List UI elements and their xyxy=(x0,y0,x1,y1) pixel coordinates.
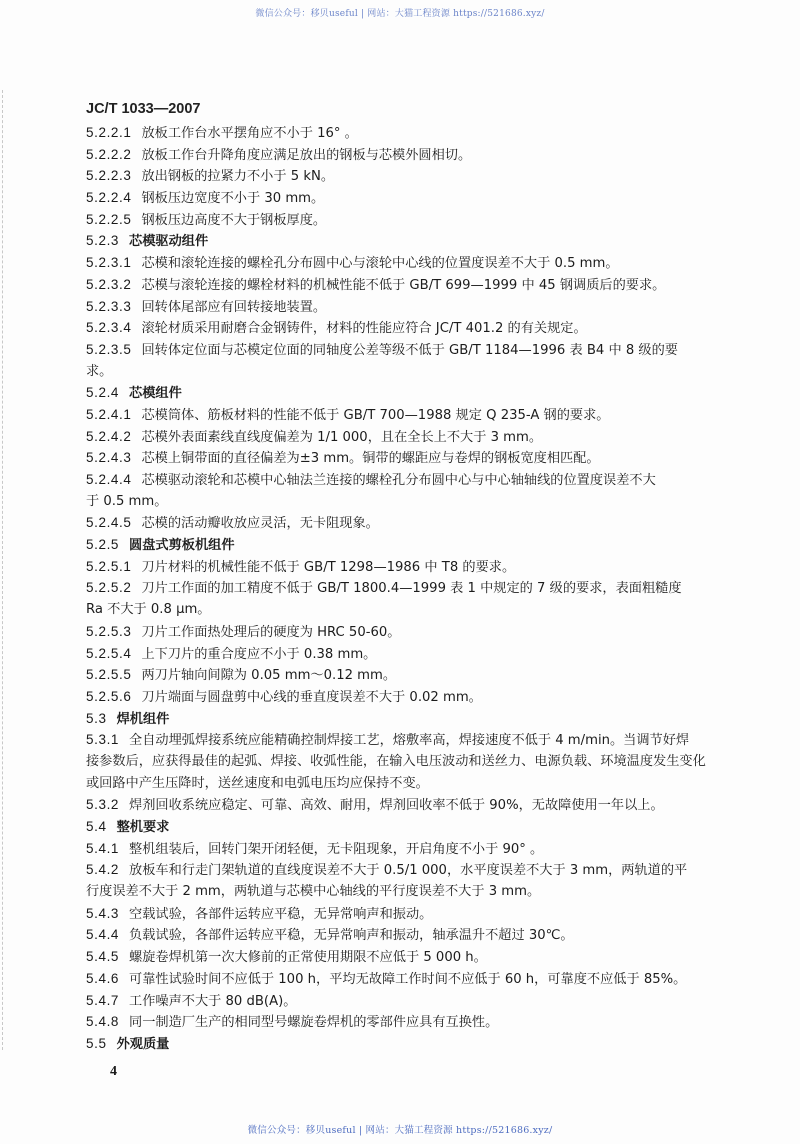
clause-item xyxy=(86,469,726,491)
watermark-top: 微信公众号：移贝useful | 网站：大猫工程资源 https://521686.xyz/ xyxy=(255,9,545,19)
clause-item xyxy=(86,252,726,274)
clause-number: 5.2.5.1 xyxy=(86,558,132,574)
clause-text: 工作噪声不大于 80 dB(A)。 xyxy=(129,993,297,1009)
clause-number: 5.2.2.3 xyxy=(86,168,132,184)
standard-code-header: JC/T 1033—2007 xyxy=(86,101,201,117)
clause-text: 全自动埋弧焊接系统应能精确控制焊接工艺，熔敷率高，焊接速度不低于 4 m/min。当调节好焊 xyxy=(129,733,690,749)
clause-text: 钢板压边高度不大于钢板厚度。 xyxy=(141,212,327,228)
clause-number: 5.3.1 xyxy=(86,732,120,748)
clause-item xyxy=(86,447,726,469)
clause-text: 钢板压边宽度不小于 30 mm。 xyxy=(141,191,325,207)
clause-number: 5.4.1 xyxy=(86,840,120,856)
clause-text: 芯模的活动瓣收放应灵活，无卡阻现象。 xyxy=(141,516,379,532)
clause-text: 放出钢板的拉紧力不小于 5 kN。 xyxy=(141,169,335,185)
clause-text: 外观质量 xyxy=(116,1036,170,1052)
clause-text: 芯模外表面素线直线度偏差为 1/1 000，且在全长上不大于 3 mm。 xyxy=(141,429,543,445)
clause-text: 回转体尾部应有回转接地装置。 xyxy=(141,299,327,315)
clause-number: 5.2.3.5 xyxy=(86,341,132,357)
clause-text: 于 0.5 mm。 xyxy=(86,493,168,509)
clause-number: 5.2.4.5 xyxy=(86,515,132,531)
clause-text: 芯模筒体、筋板材料的性能不低于 GB/T 700—1988 规定 Q 235-A 钢的要求。 xyxy=(141,407,610,423)
clause-number: 5.2.5 xyxy=(86,537,120,553)
clause-text: Ra 不大于 0.8 μm。 xyxy=(86,602,211,618)
clause-text: 放板工作台升降角度应满足放出的钢板与芯模外圆相切。 xyxy=(141,147,472,163)
section-heading xyxy=(86,382,726,404)
clause-text: 螺旋卷焊机第一次大修前的正常使用期限不应低于 5 000 h。 xyxy=(129,950,487,966)
clause-number: 5.2.3.4 xyxy=(86,320,132,336)
clause-number: 5.4.3 xyxy=(86,905,120,921)
clause-item xyxy=(86,577,726,599)
clause-text: 芯模上铜带面的直径偏差为±3 mm。铜带的螺距应与卷焊的钢板宽度相匹配。 xyxy=(141,451,600,467)
clause-number: 5.2.2.1 xyxy=(86,125,132,140)
clause-item xyxy=(86,209,726,231)
clause-item xyxy=(86,729,726,751)
clause-text: 整机组装后，回转门架开闭轻便，无卡阻现象，开启角度不小于 90° 。 xyxy=(129,841,544,857)
section-heading xyxy=(86,230,726,252)
clause-item xyxy=(86,664,726,686)
clause-text: 滚轮材质采用耐磨合金钢铸件，材料的性能应符合 JC/T 401.2 的有关规定。 xyxy=(141,321,587,337)
clause-text: 焊剂回收系统应稳定、可靠、高效、耐用，焊剂回收率不低于 90%，无故障使用一年以上。 xyxy=(129,798,664,814)
clause-number: 5.2.3.3 xyxy=(86,298,132,314)
clause-text: 刀片工作面的加工精度不低于 GB/T 1800.4—1999 表 1 中规定的 7 级的要求，表面粗糙度 xyxy=(141,581,682,597)
clause-text: 芯模驱动组件 xyxy=(129,234,209,250)
clause-text: 放板工作台水平摆角应不小于 16° 。 xyxy=(141,126,358,141)
clause-number: 5.2.5.5 xyxy=(86,667,132,683)
clause-text: 上下刀片的重合度应不小于 0.38 mm。 xyxy=(141,646,377,662)
clause-number: 5.2.4 xyxy=(86,385,120,401)
clause-text: 回转体定位面与芯模定位面的同轴度公差等级不低于 GB/T 1184—1996 表 B4 中 8 级的要 xyxy=(141,342,678,358)
clause-number: 5.2.4.1 xyxy=(86,406,132,422)
clause-number: 5.4.8 xyxy=(86,1014,120,1030)
clause-text: 负载试验，各部件运转应平稳，无异常响声和振动，轴承温升不超过 30℃。 xyxy=(129,928,574,944)
clause-item xyxy=(86,990,726,1012)
clause-item xyxy=(86,339,726,361)
clause-item xyxy=(86,426,726,448)
clause-text: 两刀片轴向间隙为 0.05 mm～0.12 mm。 xyxy=(141,668,397,684)
clause-item xyxy=(86,187,726,209)
clause-number: 5.4.7 xyxy=(86,992,120,1008)
clause-number: 5.2.2.2 xyxy=(86,146,132,162)
clause-text: 空载试验，各部件运转应平稳，无异常响声和振动。 xyxy=(129,906,433,922)
document-body xyxy=(86,122,726,1055)
clause-number: 5.2.5.4 xyxy=(86,645,132,661)
clause-text: 芯模与滚轮连接的螺栓材料的机械性能不低于 GB/T 699—1999 中 45 钢调质后的要求。 xyxy=(141,277,666,293)
clause-item xyxy=(86,621,726,643)
clause-item xyxy=(86,165,726,187)
clause-text: 整机要求 xyxy=(116,820,170,835)
continuation-line xyxy=(86,491,726,513)
clause-item xyxy=(86,296,726,318)
clause-number: 5.4.5 xyxy=(86,949,120,965)
clause-number: 5.2.3.1 xyxy=(86,255,132,271)
clause-item xyxy=(86,838,726,860)
clause-number: 5.3 xyxy=(86,710,107,726)
clause-number: 5.2.2.5 xyxy=(86,211,132,227)
clause-text: 行度误差不大于 2 mm，两轨道与芯模中心轴线的平行度误差不大于 3 mm。 xyxy=(86,884,541,900)
clause-text: 芯模驱动滚轮和芯模中心轴法兰连接的螺栓孔分布圆中心与中心轴轴线的位置度误差不大 xyxy=(141,473,656,488)
clause-number: 5.2.4.2 xyxy=(86,428,132,444)
clause-item xyxy=(86,903,726,925)
clause-item xyxy=(86,122,726,144)
clause-text: 刀片工作面热处理后的硬度为 HRC 50-60。 xyxy=(141,624,401,640)
clause-number: 5.2.5.3 xyxy=(86,623,132,639)
clause-number: 5.2.3 xyxy=(86,233,120,249)
clause-number: 5.2.5.2 xyxy=(86,580,132,596)
clause-item xyxy=(86,556,726,578)
clause-number: 5.4.2 xyxy=(86,862,120,878)
section-heading xyxy=(86,534,726,556)
section-heading xyxy=(86,708,726,730)
clause-number: 5.4 xyxy=(86,819,107,834)
clause-item xyxy=(86,512,726,534)
clause-text: 可靠性试验时间不应低于 100 h，平均无故障工作时间不应低于 60 h，可靠度不应低于 85%。 xyxy=(129,971,687,987)
clause-text: 或回路中产生压降时，送丝速度和电弧电压均应保持不变。 xyxy=(86,775,429,791)
clause-item xyxy=(86,686,726,708)
page-number: 4 xyxy=(110,1064,117,1079)
continuation-line xyxy=(86,881,726,903)
scan-edge-artifact xyxy=(2,90,4,1050)
clause-item xyxy=(86,144,726,166)
continuation-line xyxy=(86,773,726,795)
clause-item xyxy=(86,643,726,665)
clause-text: 芯模和滚轮连接的螺栓孔分布圆中心与滚轮中心线的位置度误差不大于 0.5 mm。 xyxy=(141,256,619,272)
clause-item xyxy=(86,946,726,968)
continuation-line xyxy=(86,599,726,621)
clause-item xyxy=(86,794,726,816)
clause-item xyxy=(86,968,726,990)
clause-number: 5.4.6 xyxy=(86,970,120,986)
clause-text: 接参数后，应获得最佳的起弧、焊接、收弧性能，在输入电压波动和送丝力、电源负载、环境温度发生变化 xyxy=(86,753,706,769)
clause-text: 圆盘式剪板机组件 xyxy=(129,538,235,554)
clause-text: 刀片端面与圆盘剪中心线的垂直度误差不大于 0.02 mm。 xyxy=(141,689,482,705)
watermark-bottom: 微信公众号：移贝useful | 网站：大猫工程资源 https://521686.xyz/ xyxy=(247,1125,553,1136)
clause-item xyxy=(86,404,726,426)
clause-number: 5.2.2.4 xyxy=(86,190,132,206)
clause-text: 同一制造厂生产的相同型号螺旋卷焊机的零部件应具有互换性。 xyxy=(129,1015,499,1031)
clause-text: 焊机组件 xyxy=(116,711,170,727)
clause-item xyxy=(86,859,726,881)
continuation-line xyxy=(86,751,726,773)
section-heading xyxy=(86,816,726,838)
clause-number: 5.4.4 xyxy=(86,927,120,943)
clause-item xyxy=(86,317,726,339)
clause-number: 5.2.4.3 xyxy=(86,450,132,466)
clause-number: 5.3.2 xyxy=(86,797,120,813)
clause-text: 芯模组件 xyxy=(129,386,182,402)
clause-text: 放板车和行走门架轨道的直线度误差不大于 0.5/1 000，水平度误差不大于 3 mm，两轨道的平 xyxy=(129,863,688,879)
clause-item xyxy=(86,1011,726,1033)
clause-item xyxy=(86,924,726,946)
continuation-line xyxy=(86,361,726,383)
clause-number: 5.5 xyxy=(86,1035,107,1051)
clause-number: 5.2.4.4 xyxy=(86,472,132,487)
clause-number: 5.2.3.2 xyxy=(86,276,132,292)
section-heading xyxy=(86,1033,726,1055)
clause-number: 5.2.5.6 xyxy=(86,688,132,704)
clause-text: 刀片材料的机械性能不低于 GB/T 1298—1986 中 T8 的要求。 xyxy=(141,559,516,575)
clause-text: 求。 xyxy=(86,363,113,379)
clause-item xyxy=(86,274,726,296)
